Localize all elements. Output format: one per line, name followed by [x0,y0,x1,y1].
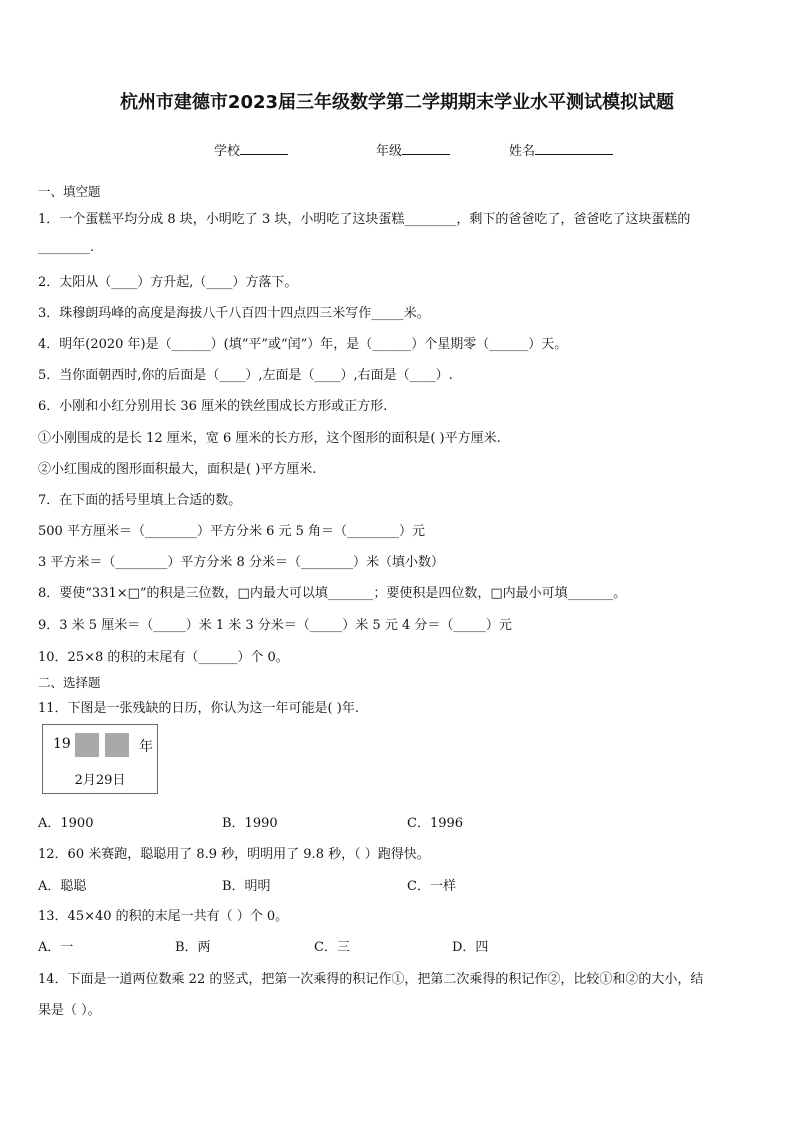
section-fill-in: 一、填空题 [38,184,101,199]
name-label: 姓名 [509,144,536,159]
question-11: 11．下图是一张残缺的日历，你认为这一年可能是( )年. [38,701,359,716]
question-6-part-1: ①小刚围成的是长 12 厘米，宽 6 厘米的长方形，这个图形的面积是( )平方厘米. [38,431,501,446]
question-3: 3．珠穆朗玛峰的高度是海拔八千八百四十四点四三米写作_____米。 [38,306,430,321]
question-6: 6．小刚和小红分别用长 36 厘米的铁丝围成长方形或正方形. [38,399,388,414]
question-10: 10．25×8 的积的末尾有（______）个 0。 [38,650,289,665]
grade-field [376,140,450,159]
question-9: 9．3 米 5 厘米＝（_____）米 1 米 3 分米＝（_____）米 5 元 4 分＝（_____）元 [38,618,512,633]
grade-label: 年级 [376,144,403,159]
calendar-year-suffix: 年 [139,739,153,755]
q13-option-d[interactable]: D．四 [452,940,489,955]
question-7: 7．在下面的括号里填上合适的数。 [38,493,242,508]
q12-option-c[interactable]: C．一样 [407,879,456,894]
q13-option-c[interactable]: C．三 [314,940,350,955]
page-title: 杭州市建德市2023届三年级数学第二学期期末学业水平测试模拟试题 [119,92,675,113]
school-label: 学校 [214,144,241,159]
question-6-part-2: ②小红围成的图形面积最大，面积是( )平方厘米. [38,462,317,477]
question-1-continued: ________. [38,240,95,255]
school-field [214,140,288,159]
question-7-row-2: 3 平方米＝（________）平方分米 8 分米＝（________）米（填小数） [38,555,444,570]
grade-blank[interactable] [402,142,450,155]
question-7-row-1: 500 平方厘米＝（________）平方分米 6 元 5 角＝（________）元 [38,524,426,539]
torn-calendar-image [42,724,158,794]
name-field [509,140,613,159]
calendar-missing-digit [105,733,129,757]
q11-option-a[interactable]: A．1900 [38,816,94,831]
q11-option-c[interactable]: C．1996 [407,816,464,831]
calendar-year-prefix: 19 [53,736,71,752]
question-8: 8．要使“331×□”的积是三位数，□内最大可以填_______；要使积是四位数，□内最小可填_______。 [38,586,627,601]
school-blank[interactable] [240,142,288,155]
question-14-continued: 果是（ ）。 [38,1003,101,1018]
q11-option-b[interactable]: B．1990 [222,816,278,831]
question-2: 2．太阳从（____）方升起,（____）方落下。 [38,275,298,290]
q12-option-b[interactable]: B．明明 [222,879,271,894]
section-multiple-choice: 二、选择题 [38,675,101,690]
q13-option-b[interactable]: B．两 [175,940,211,955]
q13-option-a[interactable]: A．一 [38,940,74,955]
question-12: 12．60 米赛跑，聪聪用了 8.9 秒，明明用了 9.8 秒，（ ）跑得快。 [38,847,430,862]
name-blank[interactable] [535,142,613,155]
q12-option-a[interactable]: A．聪聪 [38,879,87,894]
calendar-missing-digit [75,733,99,757]
calendar-date: 2月29日 [74,773,126,788]
question-4: 4．明年(2020 年)是（______）(填“平”或“闰”）年，是（______）个星期零（______）天。 [38,337,568,352]
question-1: 1．一个蛋糕平均分成 8 块，小明吃了 3 块，小明吃了这块蛋糕________，剩下的爸爸吃了，爸爸吃了这块蛋糕的 [38,212,691,227]
question-14: 14．下面是一道两位数乘 22 的竖式，把第一次乘得的积记作①，把第二次乘得的积记作②，比较①和②的大小，结 [38,972,704,987]
question-5: 5．当你面朝西时,你的后面是（____）,左面是（____）,右面是（____）. [38,368,453,383]
question-13: 13．45×40 的积的末尾一共有（ ）个 0。 [38,909,289,924]
